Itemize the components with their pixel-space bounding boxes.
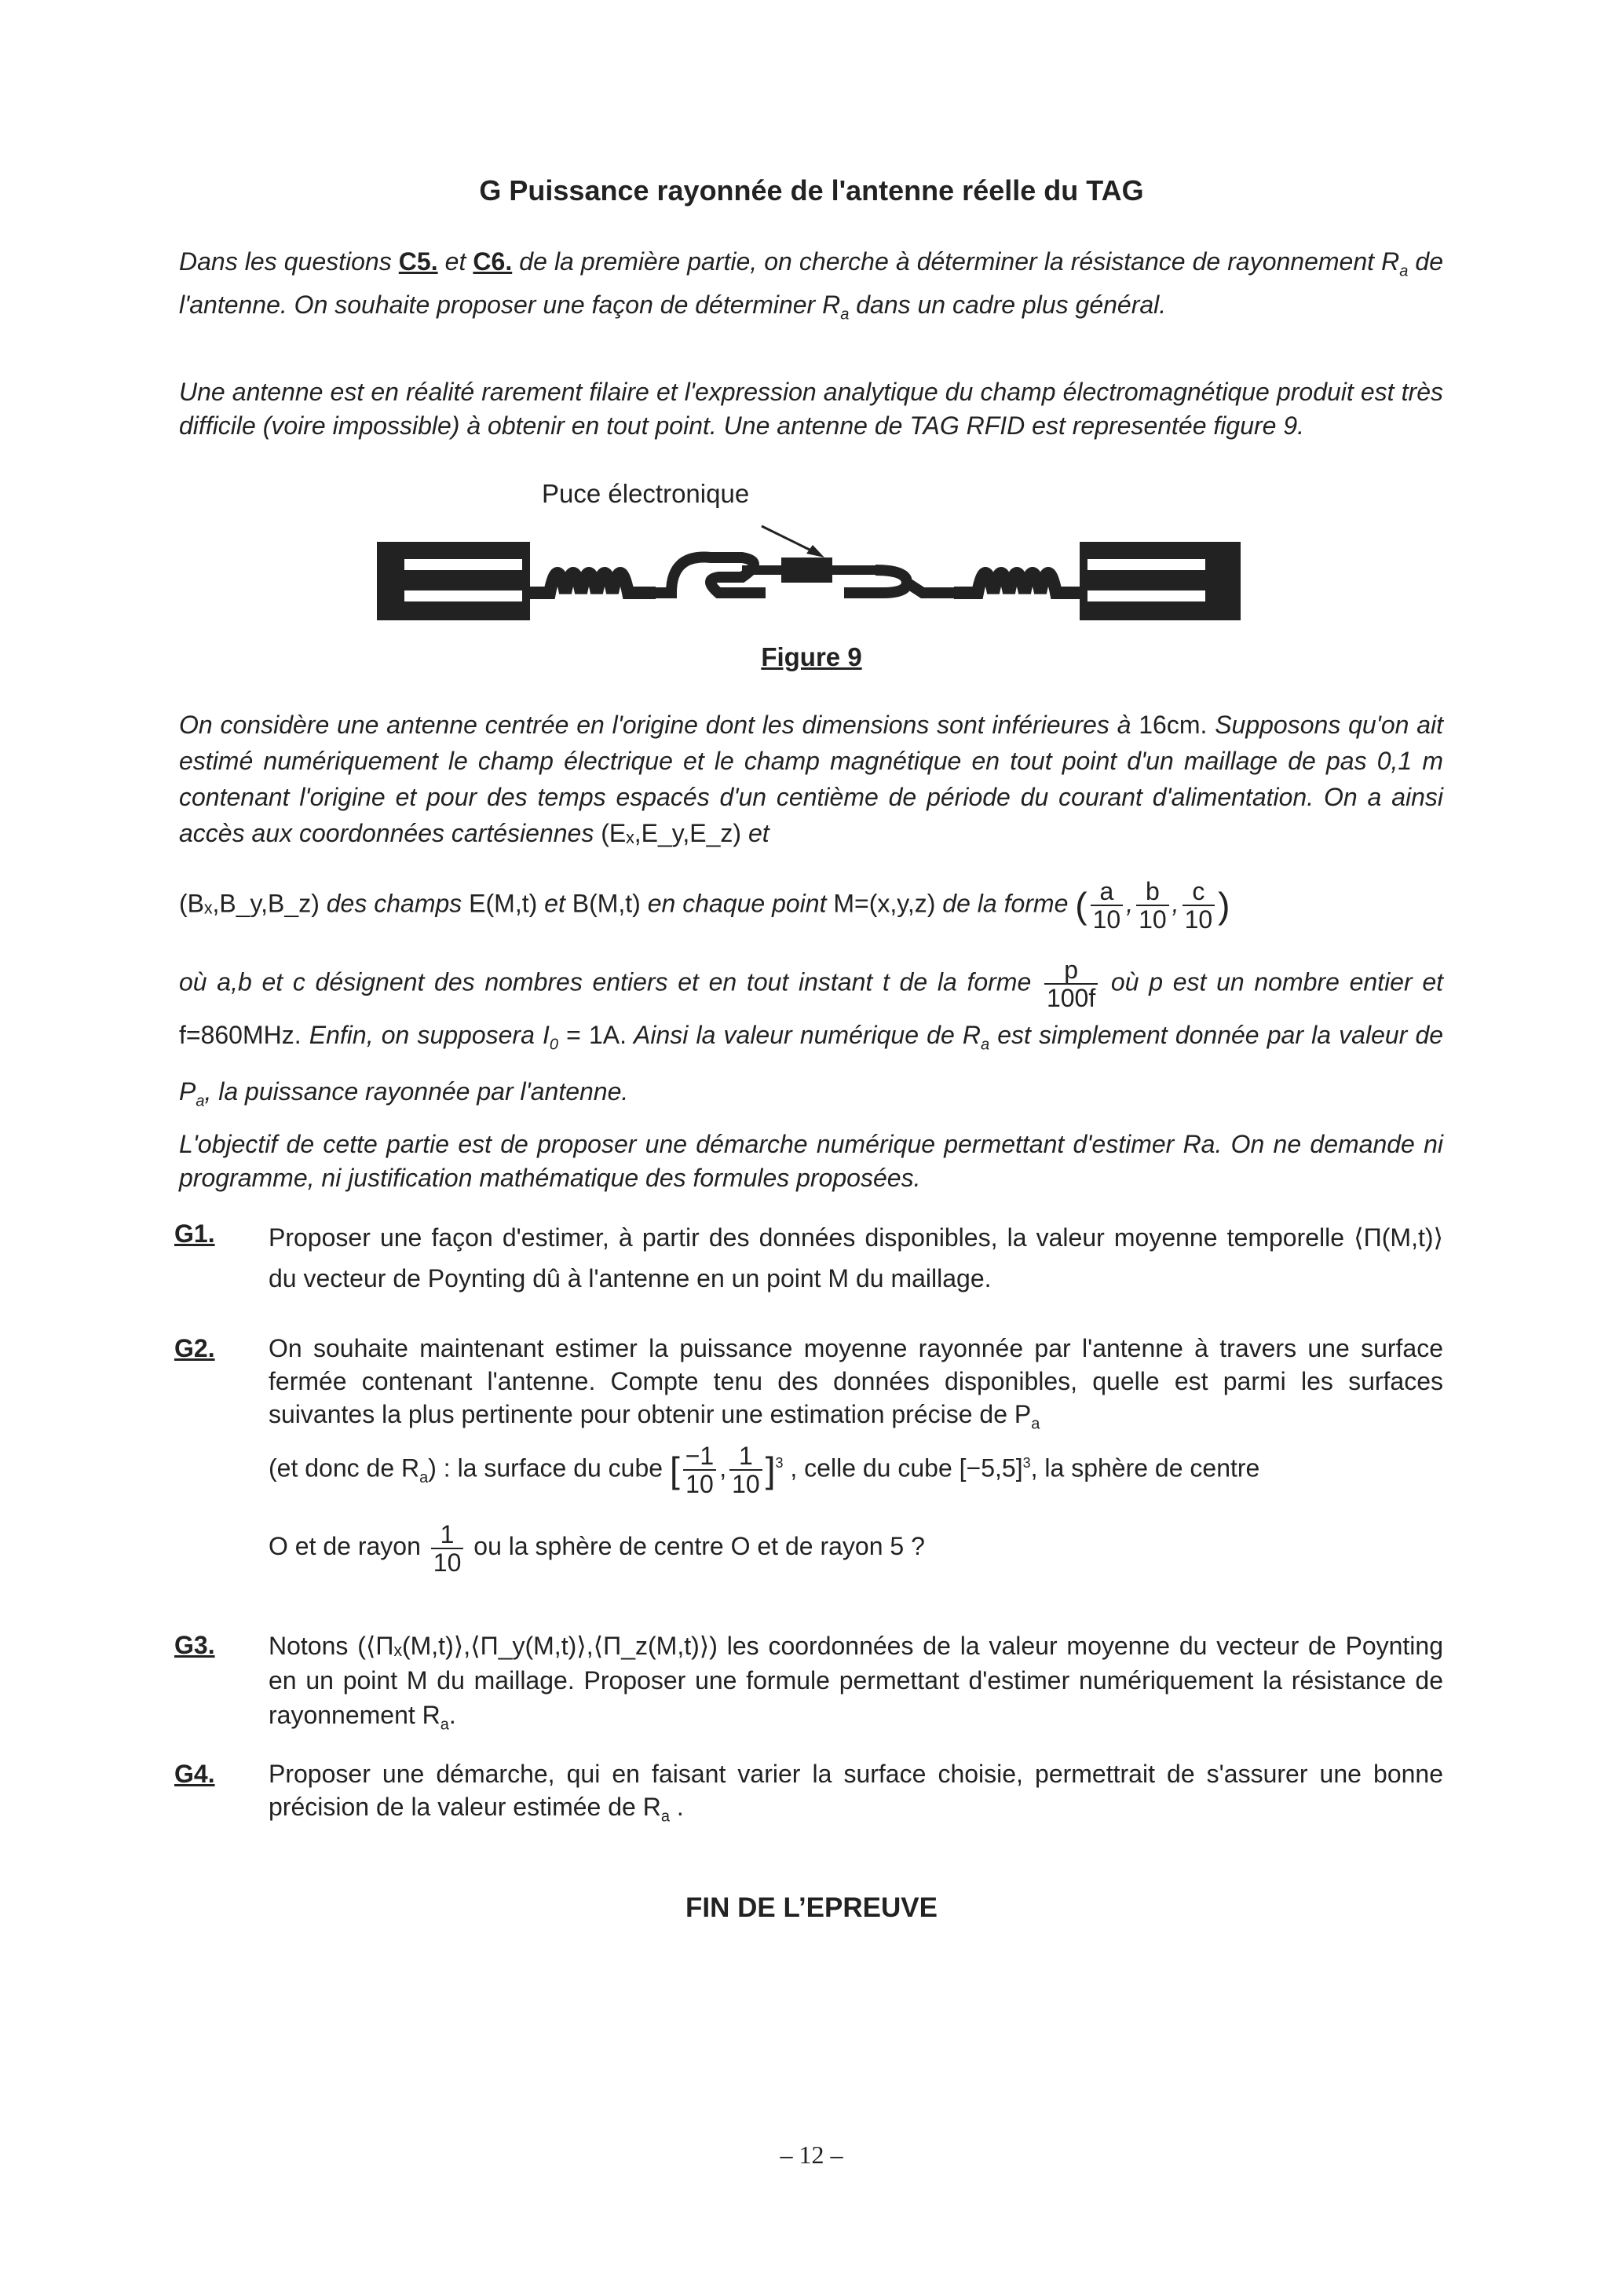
body-paragraph-fields: (Bₓ,B_y,B_z) des champs E(M,t) et B(M,t) en chaque point M=(x,y,z) de la forme ( $\frac{a}{10}$ , $\frac{b}{10}$ , $\frac{c}{10}$ ): [179, 877, 1230, 934]
question-g2: G2. On souhaite maintenant estimer la puissance moyenne rayonnée par l'antenne à travers une surface fermée contenant l'antenne. Compte tenu des données disponibles, quelle est parmi les surfaces suivantes la plus pertinente pour obtenir une estimation précise de $P_a$ (et donc de $R_a$) : la surface du cube [ $\frac{-1}{10}$ , $\frac{1}{10}$ ]$^3$ , celle du cube $[-5,5]^3$, la sphère de centre O et de rayon $\frac{1}{10}$ ou la sphère de centre O et de rayon 5 ?: [174, 1332, 1443, 1599]
poynting-coords: (⟨Πₓ(M,t)⟩,⟨Π_y(M,t)⟩,⟨Π_z(M,t)⟩): [357, 1632, 718, 1660]
b-coords: (Bₓ,B_y,B_z): [179, 889, 320, 918]
ref-c6: C6.: [473, 247, 513, 276]
question-label: G3.: [174, 1631, 215, 1659]
chip-arrow-head: [806, 545, 824, 558]
question-label: G1.: [174, 1219, 215, 1248]
page-number: – 12 –: [780, 2141, 843, 2169]
frac-c: $\frac{c}{10}$: [1183, 878, 1215, 933]
poynting-mean: ⟨Π(M,t)⟩: [1354, 1223, 1443, 1252]
section-title: G Puissance rayonnée de l'antenne réelle du TAG: [479, 174, 1144, 207]
intro-paragraph-1: Dans les questions C5. et C6. de la première partie, on cherche à déterminer la résistance de rayonnement $R_a$ de l'antenne. On souhaite proposer une façon de déterminer $R_a$ dans un cadre plus général.: [179, 247, 1444, 324]
end-of-exam: FIN DE L’EPREUVE: [685, 1892, 938, 1923]
frac-a: $\frac{a}{10}$: [1091, 878, 1124, 933]
frac-b: $\frac{b}{10}$: [1136, 878, 1169, 933]
antenna-right-meander: [954, 573, 1080, 593]
antenna-left-meander: [530, 573, 656, 593]
chip-label: Puce électronique: [542, 479, 750, 508]
antenna-right-block: [1080, 542, 1241, 620]
frac-time: $\frac{p}{100f}$: [1044, 956, 1098, 1011]
body-paragraph: On considère une antenne centrée en l'origine dont les dimensions sont inférieures à 16cm. Supposons qu'on ait estimé numériquement le champ électrique et le champ magnétique en tout point d'un maillage de pas 0,1 m contenant l'origine et pour des temps espacés d'un centième de période du courant d'alimentation. On a ainsi accès aux coordonnées cartésiennes (Eₓ,E_y,E_z) et: [179, 711, 1444, 847]
rfid-antenna-figure: [373, 518, 1245, 620]
e-field: E(M,t): [469, 889, 538, 918]
question-label: G2.: [174, 1334, 215, 1362]
cube-frac-1: $\frac{-1}{10}$: [683, 1442, 716, 1497]
question-g3: G3. Notons (⟨Πₓ(M,t)⟩,⟨Π_y(M,t)⟩,⟨Π_z(M,t)⟩) les coordonnées de la valeur moyenne du vecteur de Poynting en un point M du maillage. Proposer une formule permettant d'estimer numériquement la résistance de rayonnement $R_a$.: [174, 1622, 1443, 1756]
figure-caption: Figure 9: [761, 642, 862, 671]
e-coords: (Eₓ,E_y,E_z): [601, 819, 742, 847]
objective-paragraph: L'objectif de cette partie est de proposer une démarche numérique permettant d'estimer Ra. On ne demande ni programme, ni justification mathématique des formules proposées.: [179, 1130, 1443, 1192]
intro-paragraph-2: Une antenne est en réalité rarement filaire et l'expression analytique du champ électromagnétique produit est très difficile (voire impossible) à obtenir en tout point. Une antenne de TAG RFID est representée figure 9.: [179, 378, 1443, 440]
radius-frac: $\frac{1}{10}$: [431, 1521, 464, 1576]
body-paragraph-time: où a,b et c désignent des nombres entiers et en tout instant t de la forme $\frac{p}{100f}$ où p est un nombre entier et f=860MHz. Enfin, on supposera $I_0 = 1A$. Ainsi la valeur numérique de $R_a$ est simplement donnée par la valeur de $P_a$, la puissance rayonnée par l'antenne.: [179, 956, 1444, 1110]
cube-frac-2: $\frac{1}{10}$: [729, 1442, 762, 1497]
question-g4: G4. Proposer une démarche, qui en faisant varier la surface choisie, permettrait de s'assurer une bonne précision de la valeur estimée de $R_a$ .: [174, 1757, 1443, 1828]
chip-arrow: [762, 526, 813, 551]
point-m: M=(x,y,z): [833, 889, 936, 918]
question-g1: G1. Proposer une façon d'estimer, à partir des données disponibles, la valeur moyenne temporelle ⟨Π(M,t)⟩ du vecteur de Poynting dû à l'antenne en un point M du maillage.: [174, 1217, 1443, 1303]
antenna-left-block: [377, 542, 530, 620]
b-field: B(M,t): [572, 889, 641, 918]
antenna-left-loop: [656, 558, 766, 593]
ref-c5: C5.: [398, 247, 438, 276]
question-label: G4.: [174, 1760, 215, 1788]
